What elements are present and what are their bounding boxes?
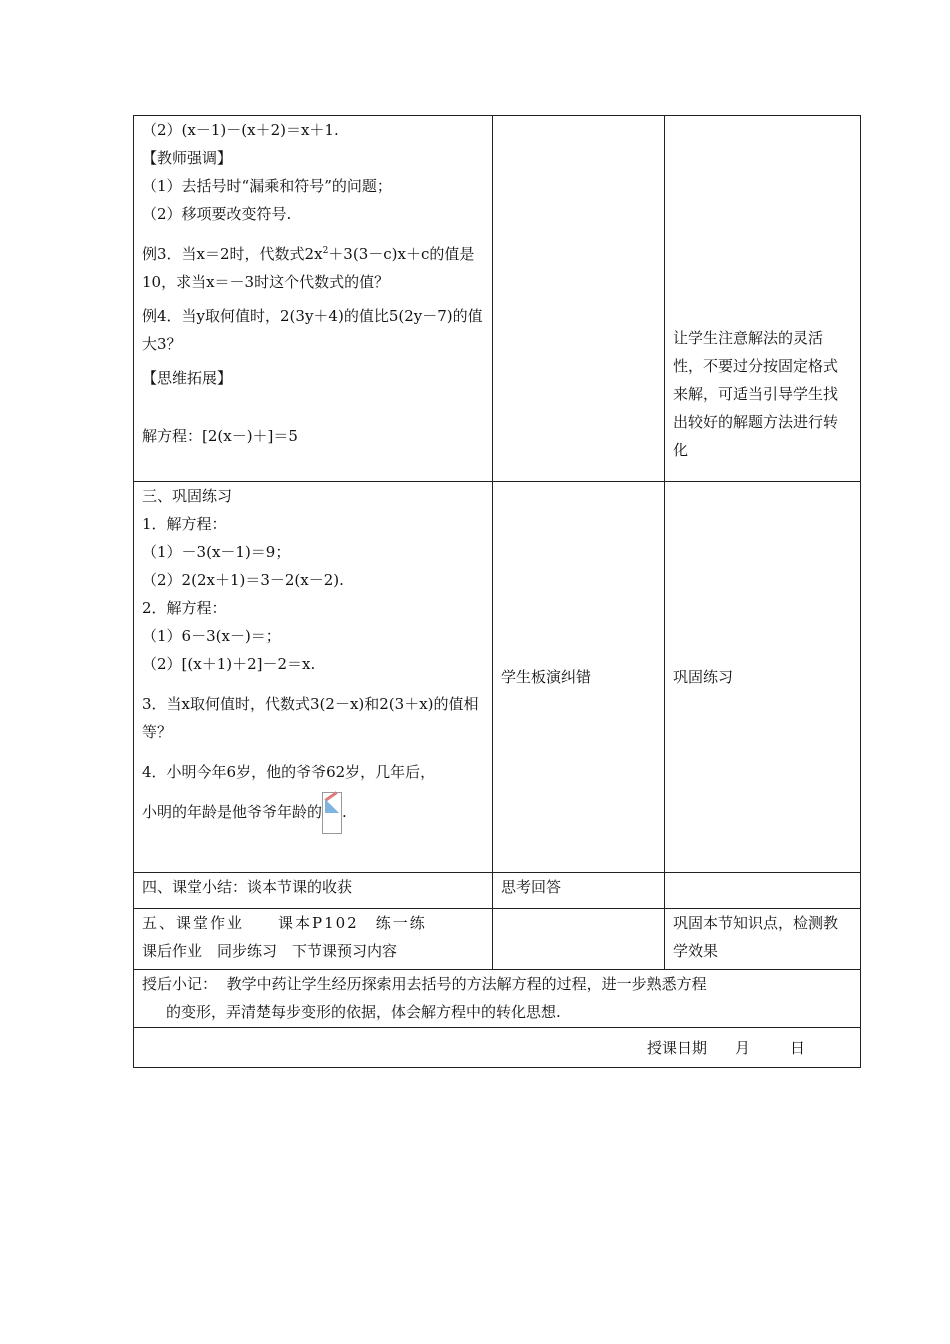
date-day: 日 [789, 1038, 805, 1057]
homework-cell [134, 909, 493, 970]
examples-intent-text: 让学生注意解法的灵活性，不要过分按固定格式来解，可适当引导学生找出较好的解题方法进行转化 [673, 329, 839, 459]
table-row-homework [134, 909, 861, 970]
teacher-emphasis-title: 【教师强调】 [142, 149, 233, 167]
practice-intent-text: 巩固练习 [673, 668, 734, 686]
date-month: 月 [734, 1038, 750, 1057]
table-row-date [134, 1028, 861, 1068]
summary-intent-cell [665, 873, 861, 909]
homework-intent-text: 巩固本节知识点，检测教学效果 [673, 914, 839, 960]
reflection-label: 授后小记： [142, 975, 218, 993]
practice-title: 三、巩固练习 [142, 487, 233, 505]
example-4: 例4．当y取何值时，2(3y＋4)的值比5(2y－7)的值大3？ [142, 307, 483, 353]
table-row-examples [134, 116, 861, 482]
question-1-part-1: （1）－3(x－1)＝9； [142, 543, 291, 561]
equation-2: （2）(x－1)－(x＋2)＝x＋1. [142, 121, 339, 139]
question-2-part-2: （2）[(x＋1)＋2]－2＝x. [142, 655, 316, 673]
table-row-practice [134, 482, 861, 873]
question-4-line-2: 小明的年龄是他爷爷年龄的 . [142, 792, 484, 834]
summary-activity-cell [493, 873, 665, 909]
reflection-cell [134, 970, 861, 1028]
summary-cell [134, 873, 493, 909]
extension-equation: 解方程：[2(x－)＋]＝5 [142, 427, 298, 445]
teacher-emphasis-1: （1）去括号时“漏乘和符号”的问题； [142, 177, 392, 195]
homework-intent-cell [665, 909, 861, 970]
practice-intent-cell [665, 482, 861, 873]
practice-activity-text: 学生板演纠错 [501, 668, 592, 686]
date-cell [134, 1028, 861, 1068]
summary-text: 四、课堂小结：谈本节课的收获 [142, 878, 353, 896]
teacher-emphasis-2: （2）移项要改变符号. [142, 205, 292, 223]
practice-cell [134, 482, 493, 873]
lesson-plan-table [133, 115, 861, 1068]
question-1: 1．解方程： [142, 515, 227, 533]
question-1-part-2: （2）2(2x＋1)＝3－2(x－2). [142, 571, 344, 589]
example-3: 例3．当x＝2时，代数式$2x^2+3(3-c)x+c$的值是10，求当x＝－3时这个代数式的值？ [142, 245, 475, 291]
examples-cell [134, 116, 493, 482]
examples-activity-cell [493, 116, 665, 482]
summary-activity-text: 思考回答 [501, 878, 562, 896]
question-2-part-1: （1）6－3(x－)＝； [142, 627, 281, 645]
homework-activity-cell [493, 909, 665, 970]
question-3: 3．当x取何值时，代数式3(2－x)和2(3＋x)的值相等？ [142, 695, 479, 741]
table-row-summary [134, 873, 861, 909]
reflection-line-2: 的变形，弄清楚每步变形的依据，体会解方程中的转化思想. [166, 1003, 561, 1021]
practice-activity-cell [493, 482, 665, 873]
question-2: 2．解方程： [142, 599, 227, 617]
fraction-image-icon [322, 792, 342, 834]
question-4-line-1: 4．小明今年6岁，他的爷爷62岁，几年后， [142, 763, 436, 781]
date-label: 授课日期 [646, 1038, 707, 1057]
homework-line-2: 课后作业 同步练习 下节课预习内容 [142, 942, 398, 960]
homework-line-1: 五、课堂作业 课本P102 练一练 [142, 914, 427, 932]
reflection-line-1: 授后小记： 教学中药让学生经历探索用去括号的方法解方程的过程，进一步熟悉方程 [142, 975, 707, 993]
examples-intent-cell [665, 116, 861, 482]
thinking-extension-title: 【思维拓展】 [142, 369, 233, 387]
table-row-reflection [134, 970, 861, 1028]
